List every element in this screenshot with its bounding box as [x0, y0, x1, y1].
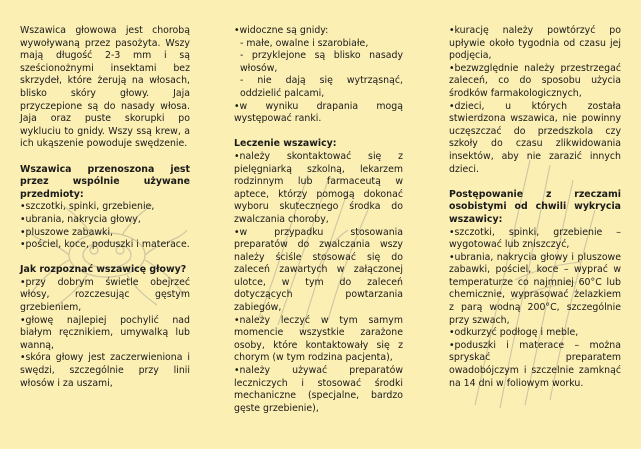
column-3: [449, 25, 621, 390]
items-item: •poduszki i materace – można spryskać preparatem owadobójczym i szczelnie zamknąć na 14 dni w foliowym worku.: [449, 339, 621, 389]
items-item: •ubrania, nakrycia głowy i pluszowe zabawki, pościel, koce – wyprać w temperaturze co najmniej 60°C lub chemicznie, wyprasować żelazkiem z parą wodną 200°C, szczególnie przy szwach,: [449, 251, 621, 326]
nits-intro: •widoczne są gnidy:: [234, 25, 329, 36]
nits-item: - nie dają się wytrząsnąć, oddzielić palcami,: [240, 75, 403, 99]
spread-item: •pluszowe zabawki,: [20, 226, 114, 238]
recognize-item: •przy dobrym świetle obejrzeć włosy, rozczesując gęstym grzebieniem,: [20, 276, 190, 314]
items-item: •odkurzyć podłogę i meble,: [449, 327, 579, 339]
scratch-item: •w wyniku drapania mogą występować ranki.: [234, 100, 403, 125]
recognize-item: •skóra głowy jest zaczerwieniona i swędzi, szczególnie przy linii włosów i za uszami,: [20, 352, 190, 389]
treatment-item: •kurację należy powtórzyć po upływie około tygodnia od czasu jej podjęcia,: [449, 25, 621, 62]
intro-paragraph: Wszawica głowowa jest chorobą wywoływaną przez pasożyta. Wszy mają długość 2-3 mm i są sześcionożnymi insektami bez skrzydeł, które żerują na włosach, blisko skóry głowy. Jaja przyczepione są do nasady włosa. Jaja oraz puste skorupki po wykluciu to gnidy. Wszy ssą krew, a ich ukąszenie powoduje swędzenie.: [20, 25, 190, 150]
recognize-item: •głowę najlepiej pochylić nad białym ręcznikiem, umywalką lub wanną,: [20, 314, 190, 351]
nits-item: - małe, owalne i szarobiałe,: [240, 37, 369, 49]
treatment-item: •należy używać preparatów leczniczych i stosować środki mechaniczne (specjalne, bardzo gęste grzebienie),: [234, 365, 403, 414]
treatment-heading: Leczenie wszawicy:: [234, 138, 337, 150]
spread-item: •pościel, koce, poduszki i materace.: [20, 239, 190, 251]
spread-item: •ubrania, nakrycia głowy,: [20, 213, 141, 225]
treatment-item: •bezwzględnie należy przestrzegać zaleceń, co do sposobu użycia środków farmakologicznych,: [449, 62, 621, 99]
spread-heading: Wszawica przenoszona jest przez wspólnie używane przedmioty:: [20, 163, 190, 200]
spread-item: •szczotki, spinki, grzebienie,: [20, 201, 155, 213]
nits-item: - przyklejone są blisko nasady włosów,: [240, 50, 403, 74]
treatment-item: •należy skontaktować się z pielęgniarką szkolną, lekarzem rodzinnym lub farmaceutą w aptece, którzy pomogą dokonać wyboru skutecznego środka do zwalczania choroby,: [234, 150, 403, 225]
treatment-item: •dzieci, u których została stwierdzona wszawica, nie powinny uczęszczać do przedszkola czy szkoły do czasu zlikwidowania insektów, aby nie zarazić innych dzieci.: [449, 100, 621, 175]
column-2: [234, 25, 403, 415]
treatment-item: •w przypadku stosowania preparatów do zwalczania wszy należy ściśle stosować się do zaleceń zawartych w załączonej ulotce, w tym do zaleceń dotyczących powtarzania zabiegów,: [234, 226, 403, 314]
items-item: •szczotki, spinki, grzebienie – wygotować lub zniszczyć,: [449, 226, 621, 251]
items-heading: Postępowanie z rzeczami osobistymi od chwili wykrycia wszawicy:: [449, 188, 621, 225]
treatment-item: •należy leczyć w tym samym momencie wszystkie zarażone osoby, które kontaktowały się z chorym (w tym rodzina pacjenta),: [234, 314, 403, 364]
recognize-heading: Jak rozpoznać wszawicę głowy?: [20, 264, 187, 276]
column-1: [20, 25, 190, 390]
